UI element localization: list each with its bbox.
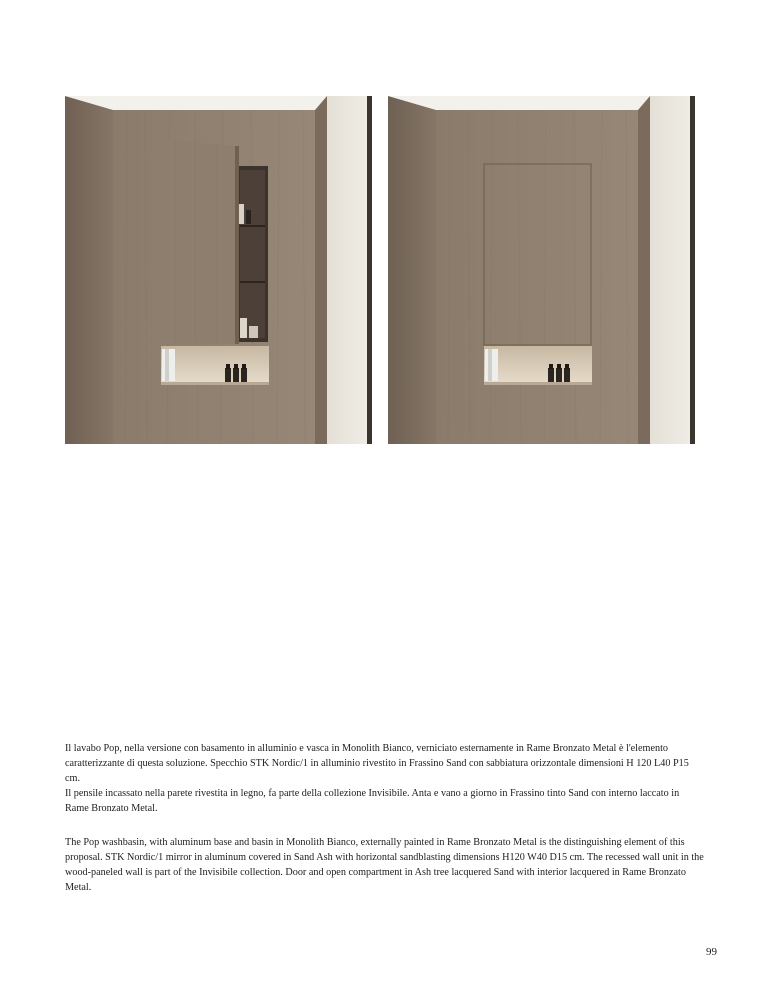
page-number: 99 [706,946,717,958]
photo-open-wall-unit [65,96,372,444]
photo-closed-wall-unit [388,96,695,444]
caption-english [65,835,705,895]
caption-italian [65,741,705,816]
caption-english-paragraph: The Pop washbasin, with aluminum base and basin in Monolith Bianco, externally painted in Rame Bronzato Metal is the distinguishing element of this proposal. STK Nordic/1 mirror in aluminum covered in Sand Ash with horizontal sandblasting dimensions H120 W40 D15 cm. The recessed wall unit in the wood-paneled wall is part of the Invisibile collection. Door and open compartment in Ash tree lacquered Sand with interior lacquered in Rame Bronzato Metal. [65,837,704,893]
open-wall-unit-illustration [65,96,372,444]
closed-wall-unit-illustration [388,96,695,444]
caption-italian-paragraph-2: Il pensile incassato nella parete rivestita in legno, fa parte della collezione Invisibile. Anta e vano a giorno in Frassino tinto Sand con interno laccato in Rame Bronzato Metal. [65,788,680,814]
caption-italian-paragraph-1: Il lavabo Pop, nella versione con basamento in alluminio e vasca in Monolith Bianco, verniciato esternamente in Rame Bronzato Metal è l'elemento caratterizzante di questa soluzione. Specchio STK Nordic/1 in alluminio rivestito in Frassino Sand con sabbiatura orizzontale dimensioni H 120 L40 P15 cm. [65,743,689,784]
